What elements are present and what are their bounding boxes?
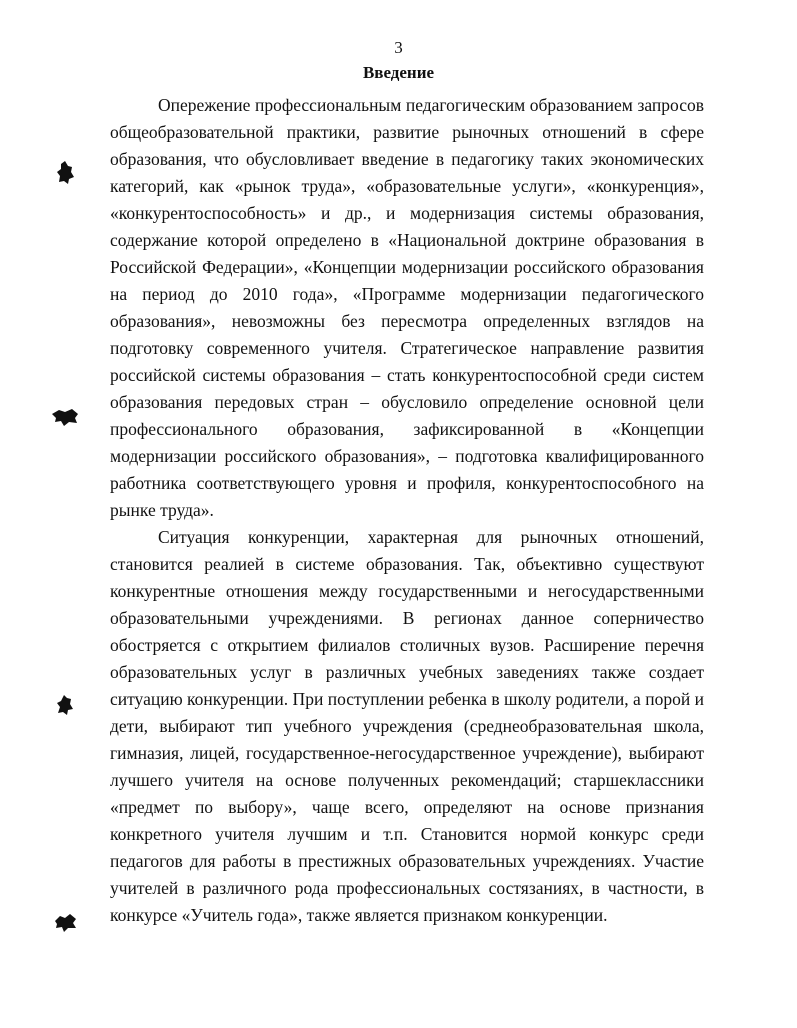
page-number: 3: [394, 38, 403, 57]
ink-blot-mark: [52, 912, 78, 934]
ink-blot-mark: [50, 406, 80, 428]
ink-blot-mark: [56, 160, 76, 186]
document-body: [110, 92, 704, 929]
paragraph-1: Опережение профессиональным педагогическим образованием запросов общеобразовательной практики, развитие рыночных отношений в сфере образования, что обусловливает введение в педагогику таких экономических категорий, как «рынок труда», «образовательные услуги», «конкуренция», «конкурентоспособность» и др., и модернизация системы образования, содержание которой определено в «Национальной доктрине образования в Российской Федерации», «Концепции модернизации российского образования на период до 2010 года», «Программе модернизации педагогического образования», невозможны без пересмотра определенных взглядов на подготовку современного учителя. Стратегическое направление развития российской системы образования – стать конкурентоспособной среди систем образования передовых стран – обусловило определение основной цели профессионального образования, зафиксированной в «Концепции модернизации российского образования», – подготовка квалифицированного работника соответствующего уровня и профиля, конкурентоспособного на рынке труда».: [110, 95, 704, 520]
ink-blot-mark: [56, 694, 74, 716]
page-title: Введение: [362, 63, 435, 82]
paragraph-2: Ситуация конкуренции, характерная для рыночных отношений, становится реалией в системе образования. Так, объективно существуют конкурентные отношения между государственными и негосударственными образовательными учреждениями. В регионах данное соперничество обостряется с открытием филиалов столичных вузов. Расширение перечня образовательных услуг в различных учебных заведениях также создает ситуацию конкуренции. При поступлении ребенка в школу родители, а порой и дети, выбирают тип учебного учреждения (среднеобразовательная школа, гимназия, лицей, государственное-негосударственное учреждение), выбирают лучшего учителя на основе полученных рекомендаций; старшеклассники «предмет по выбору», чаще всего, определяют на основе признания конкретного учителя лучшим и т.п. Становится нормой конкурс среди педагогов для работы в престижных образовательных учреждениях. Участие учителей в различного рода профессиональных состязаниях, в частности, в конкурсе «Учитель года», также является признаком конкуренции.: [110, 527, 704, 925]
